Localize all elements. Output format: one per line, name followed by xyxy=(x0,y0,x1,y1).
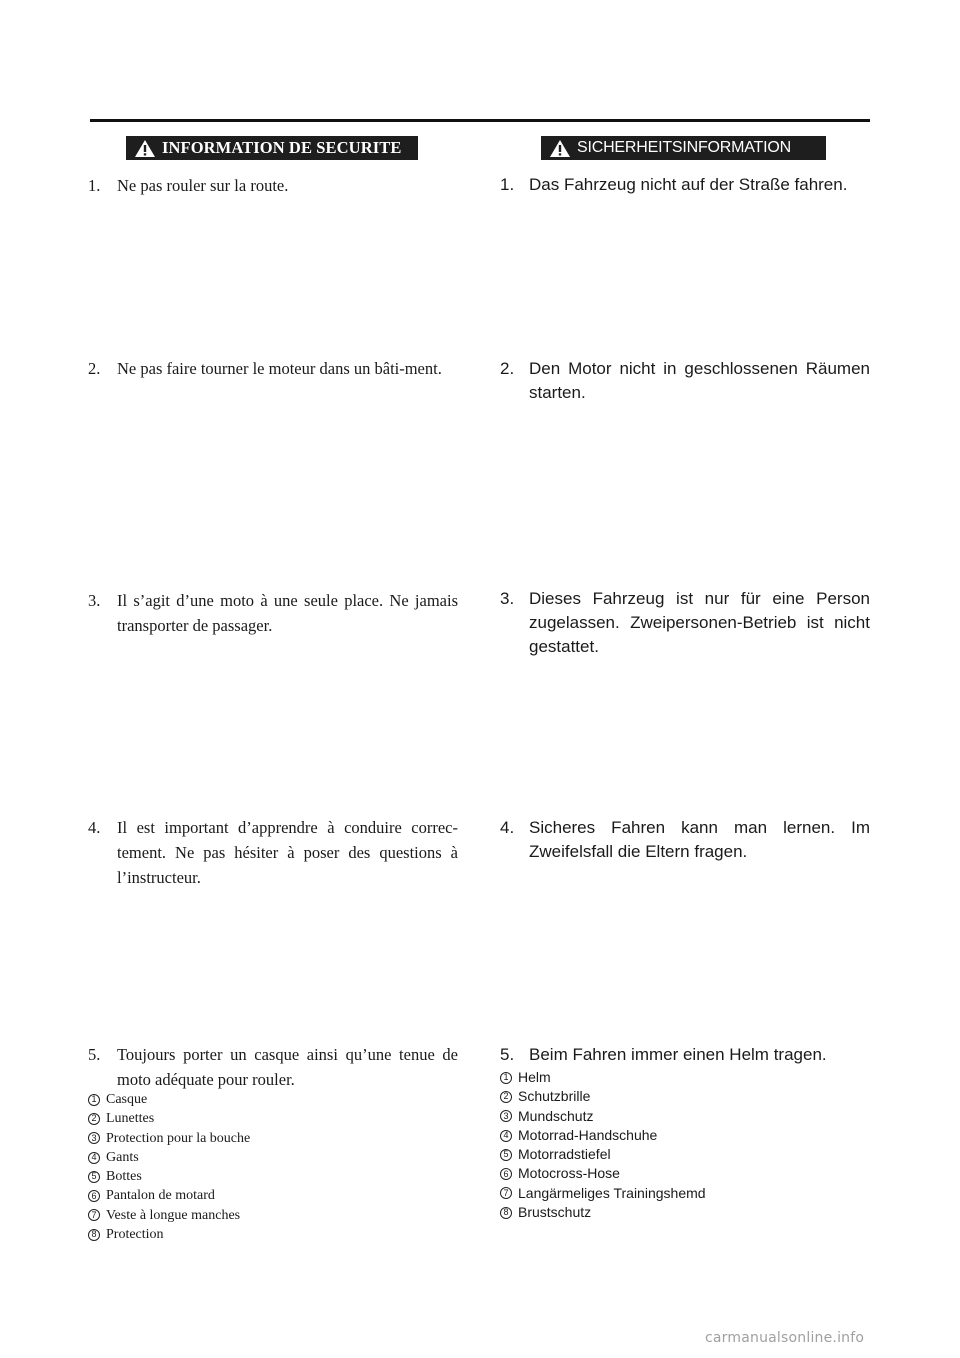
item-number: 3. xyxy=(88,591,101,610)
legend-label: Helm xyxy=(518,1069,551,1085)
legend-number: 4 xyxy=(500,1130,512,1142)
legend-number: 7 xyxy=(88,1209,100,1221)
item-number: 2. xyxy=(88,359,101,378)
legend-label: Gants xyxy=(106,1149,139,1165)
item-number: 1. xyxy=(88,176,101,195)
legend-label: Bottes xyxy=(106,1169,142,1185)
legend-number: 8 xyxy=(500,1207,512,1219)
legend-number: 5 xyxy=(500,1149,512,1161)
legend-number: 2 xyxy=(500,1091,512,1103)
list-item xyxy=(88,815,458,890)
item-number: 3. xyxy=(500,589,515,608)
legend-label: Mundschutz xyxy=(518,1107,594,1124)
top-rule xyxy=(90,119,870,122)
item-text: Das Fahrzeug nicht auf der Straße fahren. xyxy=(529,175,848,194)
legend-label: Langärmeliges Trainingshemd xyxy=(518,1184,706,1201)
equipment-legend-fr xyxy=(88,1090,250,1244)
list-item xyxy=(88,588,458,638)
item-number: 5. xyxy=(88,1045,101,1064)
item-number: 4. xyxy=(88,818,101,837)
list-item xyxy=(500,816,870,864)
list-item xyxy=(88,356,458,381)
legend-item xyxy=(88,1090,250,1109)
legend-number: 1 xyxy=(88,1094,100,1106)
legend-number: 1 xyxy=(500,1072,512,1084)
list-item xyxy=(88,173,458,198)
item-number: 5. xyxy=(500,1045,515,1064)
legend-label: Motorradstiefel xyxy=(518,1146,611,1163)
safety-header-de-label: SICHERHEITSINFORMATION xyxy=(577,139,791,156)
safety-header-fr-label: INFORMATION DE SECURITE xyxy=(162,138,402,157)
watermark: carmanualsonline.info xyxy=(705,1330,865,1346)
legend-label: Protection xyxy=(106,1227,164,1243)
item-text: Toujours porter un casque ainsi qu’une tenue de moto adéquate pour rouler. xyxy=(117,1045,458,1089)
list-item xyxy=(500,173,870,197)
legend-item xyxy=(88,1186,250,1205)
legend-number: 2 xyxy=(88,1113,100,1125)
legend-number: 6 xyxy=(88,1190,100,1202)
list-item xyxy=(500,587,870,659)
item-number: 4. xyxy=(500,818,515,837)
item-text: Il est important d’apprendre à conduire correc-tement. Ne pas hésiter à poser des questions à l’instructeur. xyxy=(117,818,458,887)
legend-label: Motorrad-Handschuhe xyxy=(518,1126,658,1143)
item-text: Sicheres Fahren kann man lernen. Im Zweifelsfall die Eltern fragen. xyxy=(529,818,870,861)
warning-icon xyxy=(549,139,571,158)
item-text: Ne pas rouler sur la route. xyxy=(117,176,289,195)
safety-header-de xyxy=(541,136,826,160)
item-number: 1. xyxy=(500,175,515,194)
legend-label: Veste à longue manches xyxy=(106,1207,241,1223)
item-text: Beim Fahren immer einen Helm tragen. xyxy=(529,1045,827,1064)
legend-number: 3 xyxy=(88,1132,100,1144)
legend-label: Schutzbrille xyxy=(518,1088,591,1105)
item-number: 2. xyxy=(500,359,515,378)
legend-item xyxy=(500,1164,706,1183)
safety-header-fr xyxy=(126,136,418,160)
legend-number: 6 xyxy=(500,1168,512,1180)
legend-item xyxy=(88,1206,250,1225)
legend-item xyxy=(500,1184,706,1203)
list-item xyxy=(88,1042,458,1092)
legend-number: 4 xyxy=(88,1152,100,1164)
legend-label: Protection pour la bouche xyxy=(106,1130,251,1146)
legend-item xyxy=(500,1068,706,1087)
legend-number: 8 xyxy=(88,1229,100,1241)
legend-label: Pantalon de motard xyxy=(106,1188,215,1204)
legend-label: Brustschutz xyxy=(518,1204,592,1221)
list-item xyxy=(500,1043,870,1067)
legend-number: 3 xyxy=(500,1110,512,1122)
legend-number: 5 xyxy=(88,1171,100,1183)
legend-number: 7 xyxy=(500,1187,512,1199)
legend-item xyxy=(500,1145,706,1164)
equipment-legend-de xyxy=(500,1068,706,1222)
legend-label: Lunettes xyxy=(106,1111,155,1127)
legend-item xyxy=(88,1148,250,1167)
legend-item xyxy=(500,1087,706,1106)
legend-item xyxy=(88,1167,250,1186)
legend-item xyxy=(500,1107,706,1126)
legend-item xyxy=(500,1203,706,1222)
legend-item xyxy=(88,1225,250,1244)
legend-label: Casque xyxy=(106,1092,148,1107)
legend-item xyxy=(88,1109,250,1128)
item-text: Il s’agit d’une moto à une seule place. Ne jamais transporter de passager. xyxy=(117,591,458,635)
item-text: Dieses Fahrzeug ist nur für eine Person zugelassen. Zweipersonen-Betrieb ist nicht gestattet. xyxy=(529,589,870,656)
legend-label: Motocross-Hose xyxy=(518,1165,620,1182)
item-text: Den Motor nicht in geschlossenen Räumen starten. xyxy=(529,359,870,402)
item-text: Ne pas faire tourner le moteur dans un bâti-ment. xyxy=(117,359,442,378)
warning-icon xyxy=(134,139,156,158)
legend-item xyxy=(500,1126,706,1145)
legend-item xyxy=(88,1129,250,1148)
list-item xyxy=(500,357,870,405)
